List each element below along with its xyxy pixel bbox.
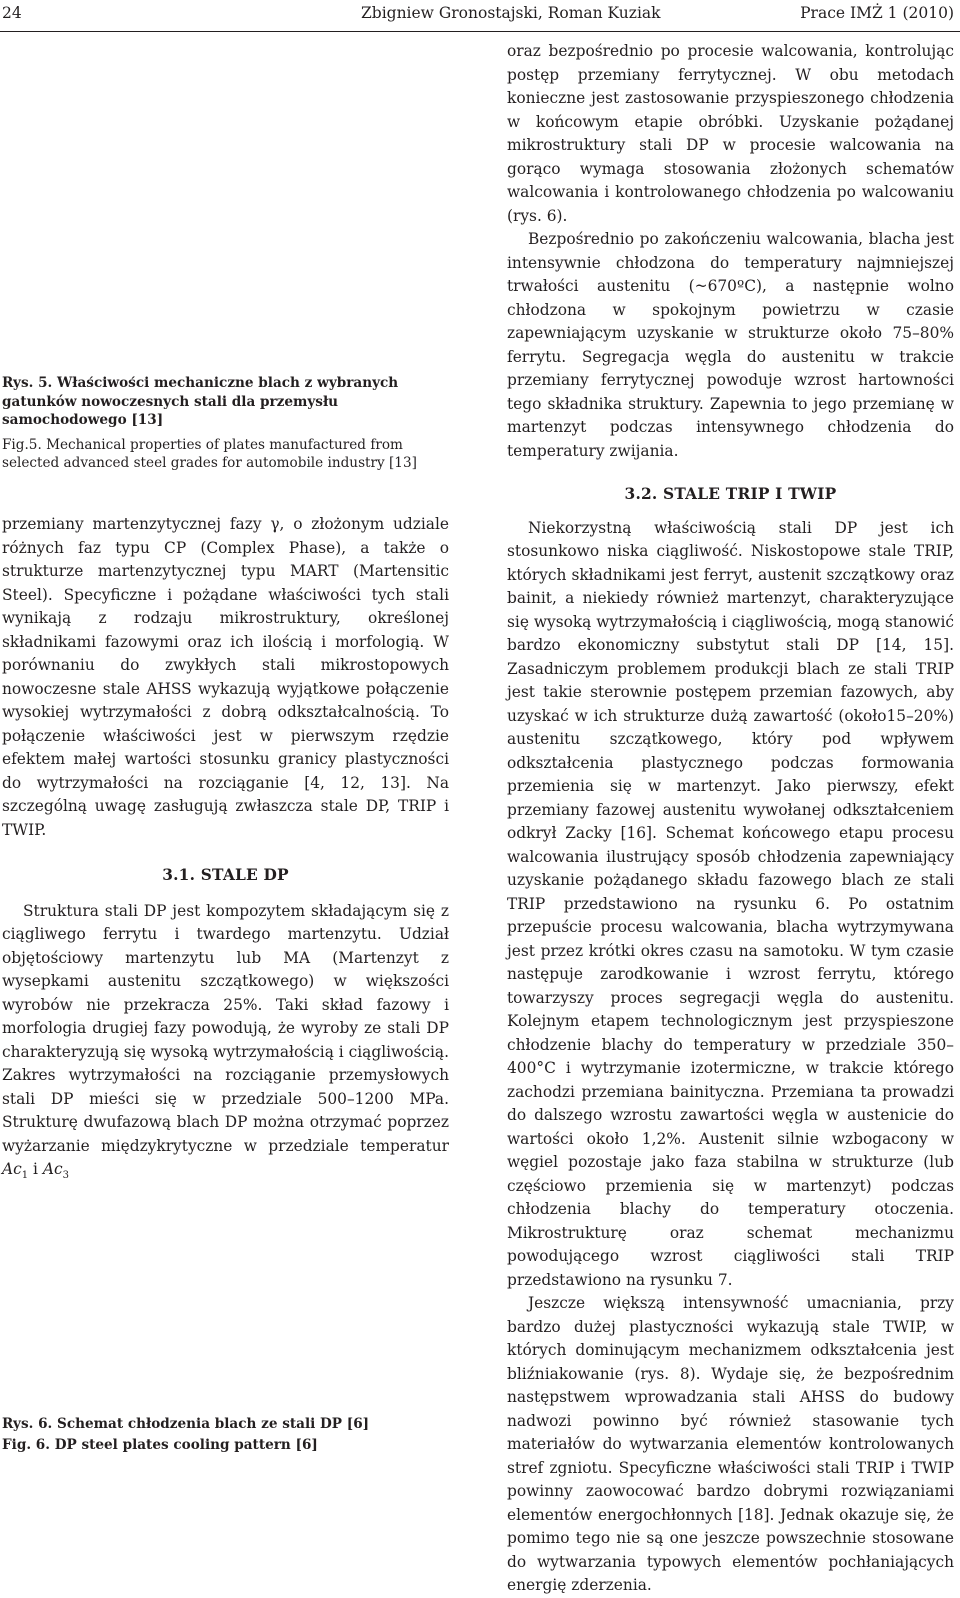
conjunction: i (28, 1160, 43, 1178)
left-column (2, 513, 449, 1182)
section-heading-3-1: 3.1. STALE DP (162, 866, 289, 884)
page-header (0, 0, 960, 32)
figure-5-caption-en: Fig.5. Mechanical properties of plates manufactured from selected advanced steel grades for automobile industry [13] (2, 436, 417, 472)
figure-5-caption (2, 374, 447, 473)
right-paragraph-1: oraz bezpośrednio po procesie walcowania, kontrolując postęp przemiany ferrytycznej. W obu metodach konieczne jest zastosowanie przyspieszonego chłodzenia w końcowym etapie obróbki. Uzyskanie pożądanej mikrostruktury stali DP w procesie walcowania na gorąco wymaga stosowania złożonych schematów walcowania i kontrolowanego chłodzenia po walcowaniu (rys. 6). (507, 42, 954, 225)
page-number: 24 (2, 4, 22, 22)
section-heading-3-2: 3.2. STALE TRIP I TWIP (624, 485, 837, 503)
figure-5-caption-pl: Rys. 5. Właściwości mechaniczne blach z wybranych gatunków nowoczesnych stali dla przemysłu samochodowego [13] (2, 375, 399, 429)
figure-6-caption-pl: Rys. 6. Schemat chłodzenia blach ze stali DP [6] (2, 1416, 370, 1432)
right-column (507, 40, 954, 1598)
ac1-symbol: Ac (2, 1160, 22, 1178)
right-paragraph-4: Jeszcze większą intensywność umacniania, przy bardzo dużej plastyczności wykazują stale TWIP, w których dominującym mechanizmem odkształcenia jest bliźniakowanie (rys. 8). Wydaje się, że bezpośrednim następstwem wprowadzania stali AHSS do budowy nadwozi powinno być również stasowanie tych materiałów do wytwarzania elementów kontrolowanych stref zgniotu. Specyficzne właściwości stali TRIP i TWIP powinny zaowocować bardzo dobrymi rozwiązaniami elementów energochłonnych [18]. Jednak okazuje się, że pomimo tego nie są one jeszcze powszechnie stosowane do wytwarzania typowych elementów pochłaniających energię zderzenia. (507, 1294, 954, 1594)
left-paragraph-2-text: Struktura stali DP jest kompozytem składającym się z ciągliwego ferrytu i twardego martenzytu. Udział objętościowy martenzytu lub MA (Martenzyt z wysepkami austenitu szczątkowego) w większości wyrobów nie przekracza 25%. Taki skład fazowy i morfologia drugiej fazy powodują, że wyroby ze stali DP charakteryzują się wysoką wytrzymałością i ciągliwością. Zakres wytrzymałości na rozciąganie przemysłowych stali DP mieści się w przedziale 500–1200 MPa. Strukturę dwufazową blach DP można otrzymać poprzez wyżarzanie międzykrytyczne w przedziale temperatur (2, 901, 449, 1155)
left-paragraph-1: przemiany martenzytycznej fazy γ, o złożonym udziale różnych faz typu CP (Complex Phase), a także o strukturze martenzytycznej typu MART (Martensitic Steel). Specyficzne i pożądane właściwości tych stali wynikają z rodzaju mikrostruktury, określonej składnikami fazowymi oraz ich ilością i morfologią. W porównaniu do zwykłych stali mikrostopowych nowoczesne stale AHSS wykazują wyjątkowe połączenie wysokiej wytrzymałości z dobrą odkształcalnością. To połączenie właściwości jest w pierwszym rzędzie efektem małej wartości stosunku granicy plastyczności do wytrzymałości na rozciąganie [4, 12, 13]. Na szczególną uwagę zasługują zwłaszcza stale DP, TRIP i TWIP. (2, 515, 449, 839)
header-rule (0, 31, 960, 32)
left-paragraph-2 (2, 900, 449, 1182)
right-paragraph-2: Bezpośrednio po zakończeniu walcowania, blacha jest intensywnie chłodzona do temperatury najmniejszej trwałości austenitu (~670ºC), a następnie wolno chłodzona w spokojnym powietrzu w czasie zapewniającym uzyskanie w strukturze około 75–80% ferrytu. Segregacja węgla do austenitu w trakcie przemiany ferrytycznej powoduje wzrost hartowności tego składnika struktury. Zapewnia to jego przemianę w martenzyt podczas intensywnego chłodzenia do temperatury zwijania. (507, 230, 954, 460)
ac3-subscript: 3 (62, 1170, 69, 1182)
figure-6-caption-en: Fig. 6. DP steel plates cooling pattern [6] (2, 1436, 318, 1453)
ac1-subscript: 1 (21, 1170, 29, 1182)
figure-6-caption (2, 1415, 447, 1454)
journal-reference: Prace IMŻ 1 (2010) (800, 4, 954, 22)
ac3-symbol: Ac (42, 1160, 63, 1178)
right-paragraph-3: Niekorzystną właściwością stali DP jest ich stosunkowo niska ciągliwość. Niskostopowe stale TRIP, których składnikami jest ferryt, austenit szczątkowy oraz bainit, a niekiedy również martenzyt, charakteryzujące się wysoką wytrzymałością i ciągliwością, mogą stanowić bardzo ekonomiczny substytut stali DP [14, 15]. Zasadniczym problemem produkcji blach ze stali TRIP jest takie sterownie postępem przemian fazowych, aby uzyskać w ich strukturze dużą zawartość (około15–20%) austenitu szczątkowego, który pod wpływem odkształcenia plastycznego podczas formowania przemienia się w martenzyt. Jako pierwszy, efekt przemiany fazowej austenitu wywołanej odkształceniem odkrył Zacky [16]. Schemat końcowego etapu procesu walcowania ilustrujący sposób chłodzenia zapewniający uzyskanie pożądanego składu fazowego blach ze stali TRIP przedstawiono na rysunku 6. Po ostatnim przepuście procesu walcowania, blacha wytrzymywana jest przez krótki okres czasu na samotoku. W tym czasie następuje zarodkowanie i wzrost ferrytu, którego towarzyszy proces segregacji węgla do austenitu. Kolejnym etapem technologicznym jest przyspieszone chłodzenie blachy do temperatury w przedziale 350–400°C i wytrzymanie izotermiczne, w trakcie którego zachodzi przemiana bainityczna. Przemiana ta prowadzi do dalszego wzrostu zawartości węgla w austenicie do wartości około 1,2%. Austenit silnie wzbogacony w węgiel pozostaje jako faza stabilna w strukturze (lub częściowo przemienia się w martenzyt) podczas chłodzenia blachy do temperatury otoczenia. Mikrostrukturę oraz schemat mechanizmu powodującego wzrost ciągliwości stali TRIP przedstawiono na rysunku 7. (507, 518, 954, 1289)
running-authors: Zbigniew Gronostajski, Roman Kuziak (361, 4, 661, 22)
